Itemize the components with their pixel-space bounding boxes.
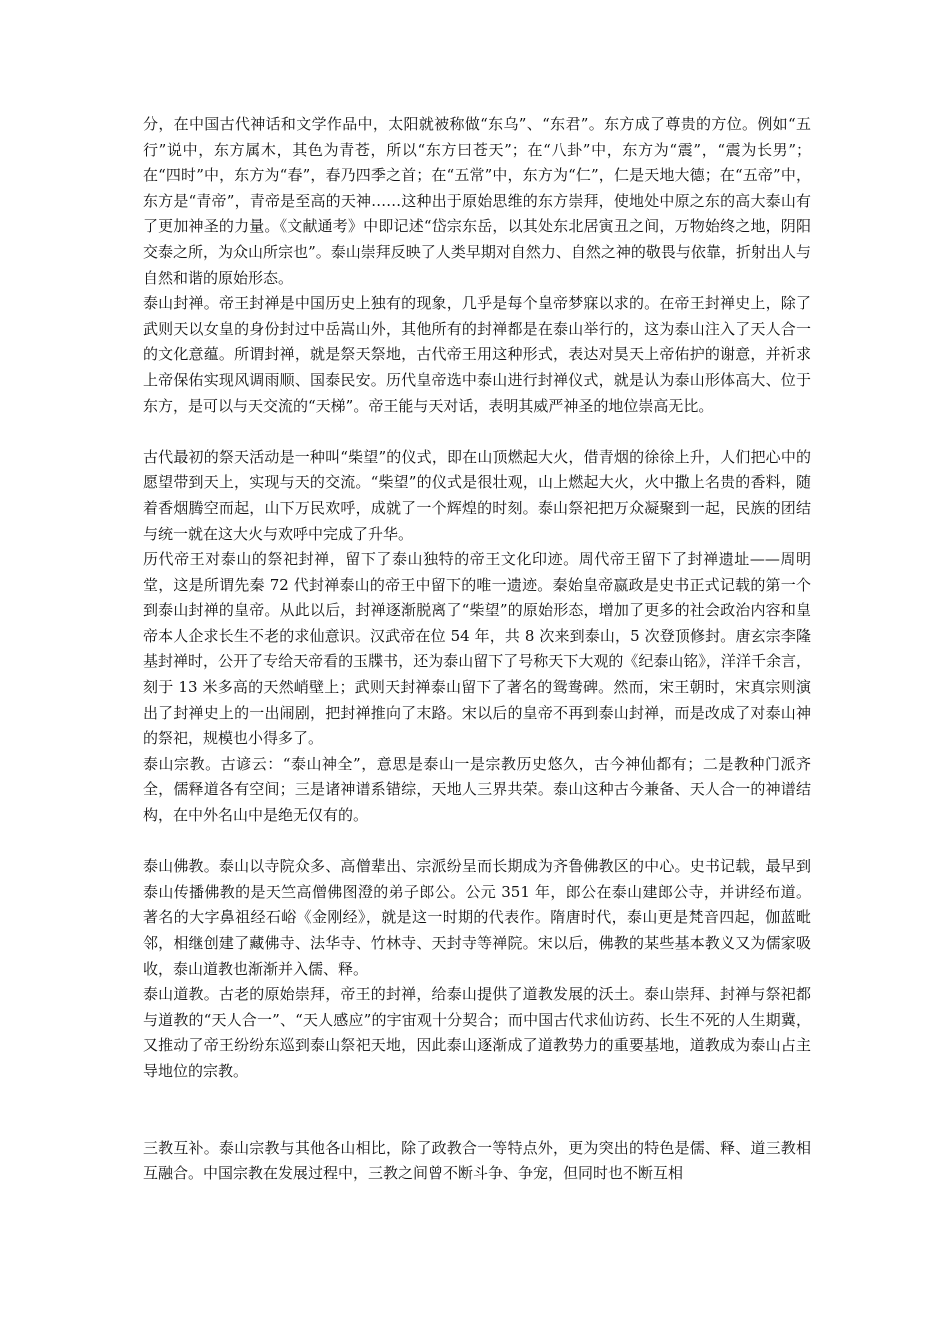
paragraph-taoism: 泰山道教。古老的原始崇拜，帝王的封禅，给泰山提供了道教发展的沃土。泰山崇拜、封禅与祭祀都与道教的“天人合一”、“天人感应”的宇宙观十分契合；而中国古代求仙访药、长生不死的人生期冀，又推动了帝王纷纷东巡到泰山祭祀天地，因此泰山逐渐成了道教势力的重要基地，道教成为泰山占主导地位的宗教。 — [143, 985, 811, 1080]
paragraph-gap — [143, 829, 811, 855]
paragraph-emperors: 历代帝王对泰山的祭祀封禅，留下了泰山独特的帝王文化印迹。周代帝王留下了封禅遗址——周明堂，这是所谓先秦 72 代封禅泰山的帝王中留下的唯一遗迹。秦始皇帝嬴政是史书正式记载的第一个到泰山封禅的皇帝。从此以后，封禅逐渐脱离了“柴望”的原始形态，增加了更多的社会政治内容和皇帝本人企求长生不老的求仙意识。汉武帝在位 54 年，共 8 次来到泰山，5 次登顶修封。唐玄宗李隆基封禅时，公开了专给天帝看的玉牒书，还为泰山留下了号称天下大观的《纪泰山铭》，洋洋千余言，刻于 13 米多高的天然峭壁上；武则天封禅泰山留下了著名的鸳鸯碑。然而，宋王朝时，宋真宗则演出了封禅史上的一出闹剧，把封禅推向了末路。宋以后的皇帝不再到泰山封禅，而是改成了对泰山神的祭祀，规模也小得多了。 — [143, 550, 811, 748]
paragraph-three-teachings: 三教互补。泰山宗教与其他各山相比，除了政教合一等特点外，更为突出的特色是儒、释、道三教相互融合。中国宗教在发展过程中，三教之间曾不断斗争、争宠，但同时也不断互相 — [143, 1138, 811, 1183]
paragraph-chaiwang: 古代最初的祭天活动是一种叫“柴望”的仪式，即在山顶燃起大火，借青烟的徐徐上升，人们把心中的愿望带到天上，实现与天的交流。“柴望”的仪式是很壮观，山上燃起大火，火中撒上名贵的香料，随着香烟腾空而起，山下万民欢呼，成就了一个辉煌的时刻。泰山祭祀把万众凝聚到一起，民族的团结与统一就在这大火与欢呼中完成了升华。 — [143, 447, 811, 543]
document-page — [143, 112, 811, 1187]
paragraph-religion: 泰山宗教。古谚云：“泰山神全”，意思是泰山一是宗教历史悠久，古今神仙都有；二是教种门派齐全，儒释道各有空间；三是诸神谱系错综，天地人三界共荣。泰山这种古今兼备、天人合一的神谱结构，在中外名山中是绝无仅有的。 — [143, 754, 811, 825]
paragraph-fengshan: 泰山封禅。帝王封禅是中国历史上独有的现象，几乎是每个皇帝梦寐以求的。在帝王封禅史上，除了武则天以女皇的身份封过中岳嵩山外，其他所有的封禅都是在泰山举行的，这为泰山注入了天人合一的文化意蕴。所谓封禅，就是祭天祭地，古代帝王用这种形式，表达对昊天上帝佑护的谢意，并祈求上帝保佑实现风调雨顺、国泰民安。历代皇帝选中泰山进行封禅仪式，就是认为泰山形体高大、位于东方，是可以与天交流的“天梯”。帝王能与天对话，表明其威严神圣的地位崇高无比。 — [143, 294, 811, 415]
paragraph-gap — [143, 419, 811, 445]
paragraph-gap — [143, 1085, 811, 1136]
paragraph-sun-east: 分，在中国古代神话和文学作品中，太阳就被称做“东乌”、“东君”。东方成了尊贵的方位。例如“五行”说中，东方属木，其色为青苍，所以“东方曰苍天”；在“八卦”中，东方为“震”，“震为长男”；在“四时”中，东方为“春”，春乃四季之首；在“五常”中，东方为“仁”，仁是天地大德；在“五帝”中，东方是“青帝”，青帝是至高的天神……这种出于原始思维的东方崇拜，使地处中原之东的高大泰山有了更加神圣的力量。《文献通考》中即记述“岱宗东岳，以其处东北居寅丑之间，万物始终之地，阴阳交泰之所，为众山所宗也”。泰山崇拜反映了人类早期对自然力、自然之神的敬畏与依靠，折射出人与自然和谐的原始形态。 — [143, 115, 811, 287]
paragraph-buddhism: 泰山佛教。泰山以寺院众多、高僧辈出、宗派纷呈而长期成为齐鲁佛教区的中心。史书记载，最早到泰山传播佛教的是天竺高僧佛图澄的弟子郎公。公元 351 年，郎公在泰山建郎公寺，并讲经布道。著名的大字鼻祖经石峪《金刚经》，就是这一时期的代表作。隋唐时代，泰山更是梵音四起，伽蓝毗邻，相继创建了藏佛寺、法华寺、竹林寺、天封寺等禅院。宋以后，佛教的某些基本教义又为儒家吸收，泰山道教也渐渐并入儒、释。 — [143, 857, 811, 978]
